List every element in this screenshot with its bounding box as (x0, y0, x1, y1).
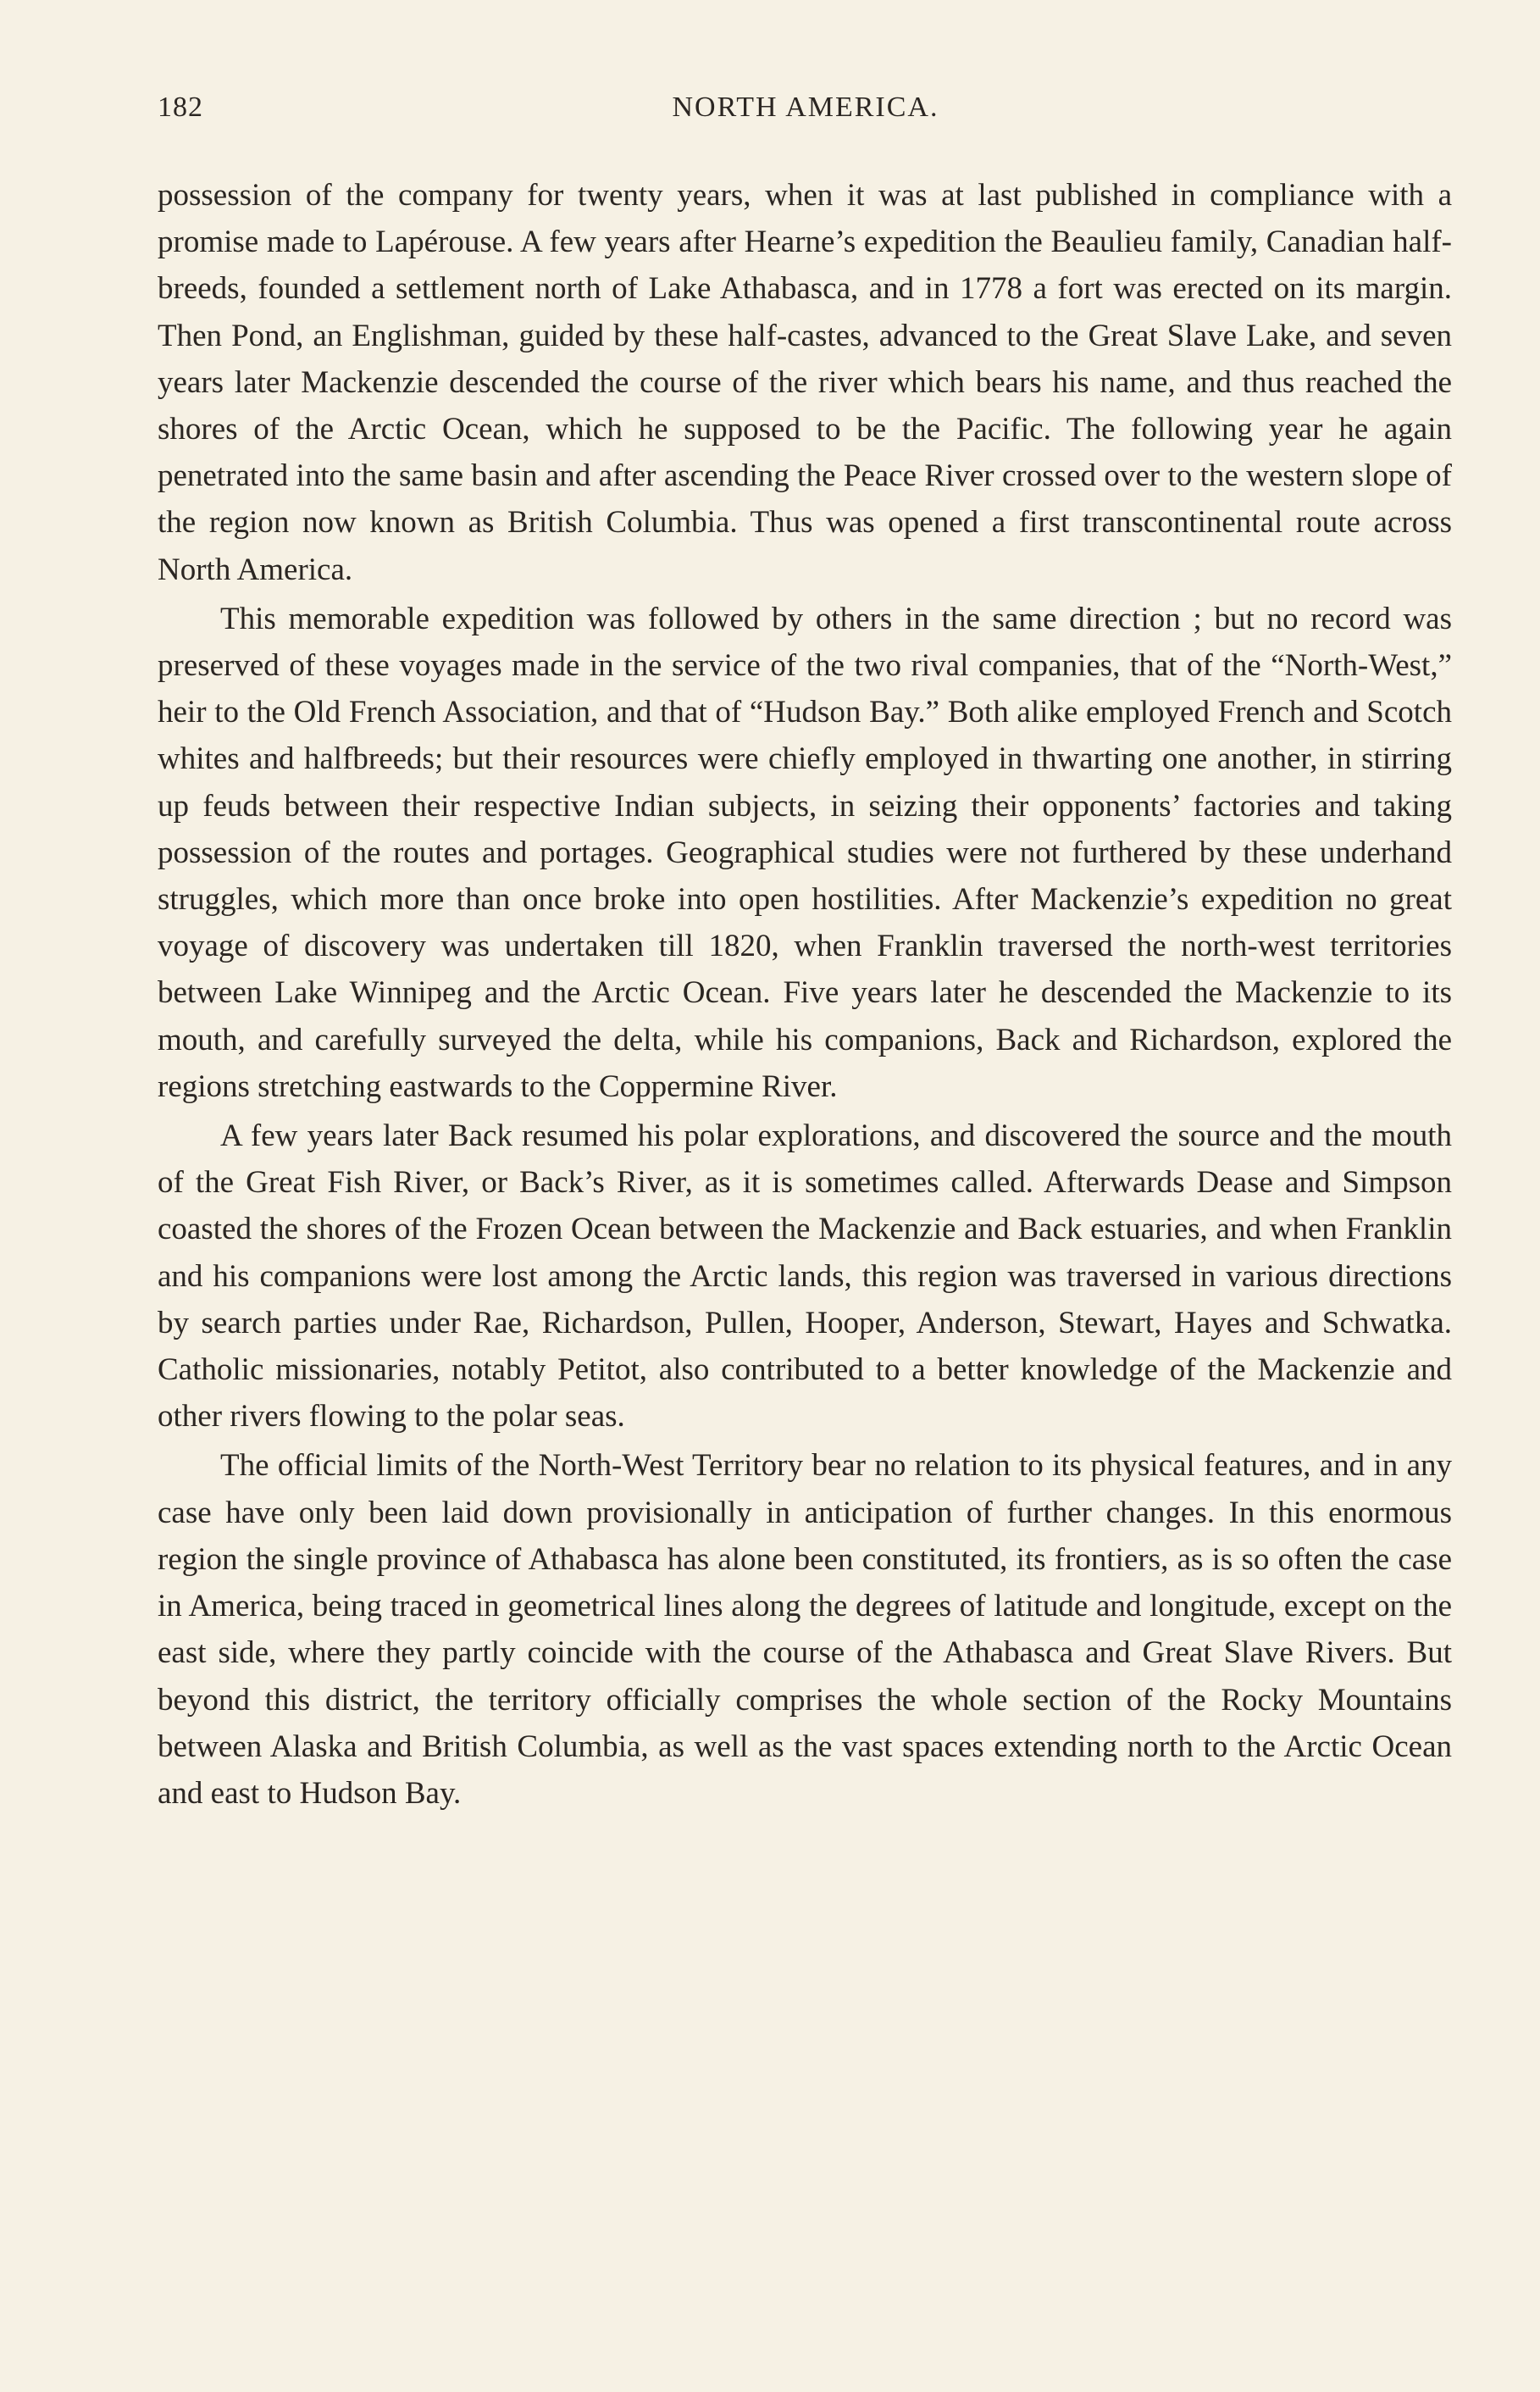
page-header (158, 92, 1454, 134)
running-head: NORTH AMERICA. (672, 92, 939, 123)
body-text (158, 172, 1452, 1819)
paragraph: possession of the company for twenty years, when it was at last published in compliance with a promise made to Lapérouse. A few years after Hearne’s expedition the Beaulieu family, Canadian half-breeds, founded a settlement north of Lake Athabasca, and in 1778 a fort was erected on its margin. Then Pond, an Englishman, guided by these half-castes, advanced to the Great Slave Lake, and seven years later Mackenzie descended the course of the river which bears his name, and thus reached the shores of the Arctic Ocean, which he supposed to be the Pacific. The following year he again penetrated into the same basin and after ascending the Peace River crossed over to the western slope of the region now known as British Columbia. Thus was opened a first transcontinental route across North America. (158, 178, 1452, 587)
page-number: 182 (158, 92, 203, 123)
paragraph: The official limits of the North-West Territory bear no relation to its physical features, and in any case have only been laid down provisionally in anticipation of further changes. In this enormous region the single province of Athabasca has alone been constituted, its frontiers, as is so often the case in America, being traced in geometrical lines along the degrees of latitude and longitude, except on the east side, where they partly coincide with the course of the Athabasca and Great Slave Rivers. But beyond this district, the territory officially comprises the whole section of the Rocky Mountains between Alaska and British Columbia, as well as the vast spaces extending north to the Arctic Ocean and east to Hudson Bay. (158, 1448, 1452, 1811)
paragraph: A few years later Back resumed his polar explorations, and discovered the source and the mouth of the Great Fish River, or Back’s River, as it is sometimes called. Afterwards Dease and Simpson coasted the shores of the Frozen Ocean between the Mackenzie and Back estuaries, and when Franklin and his companions were lost among the Arctic lands, this region was traversed in various directions by search parties under Rae, Richardson, Pullen, Hooper, Anderson, Stewart, Hayes and Schwatka. Catholic missionaries, notably Petitot, also contributed to a better knowledge of the Mackenzie and other rivers flowing to the polar seas. (158, 1118, 1452, 1435)
paragraph: This memorable expedition was followed by others in the same direction ; but no record was preserved of these voyages made in the service of the two rival companies, that of the “North-West,” heir to the Old French Association, and that of “Hudson Bay.” Both alike employed French and Scotch whites and halfbreeds; but their resources were chiefly employed in thwarting one another, in stirring up feuds between their respective Indian subjects, in seizing their opponents’ factories and taking possession of the routes and portages. Geographical studies were not furthered by these underhand struggles, which more than once broke into open hostilities. After Mackenzie’s expedition no great voyage of discovery was undertaken till 1820, when Franklin traversed the north-west territories between Lake Winnipeg and the Arctic Ocean. Five years later he descended the Mackenzie to its mouth, and carefully surveyed the delta, while his companions, Back and Richardson, explored the regions stretching eastwards to the Coppermine River. (158, 601, 1452, 1104)
